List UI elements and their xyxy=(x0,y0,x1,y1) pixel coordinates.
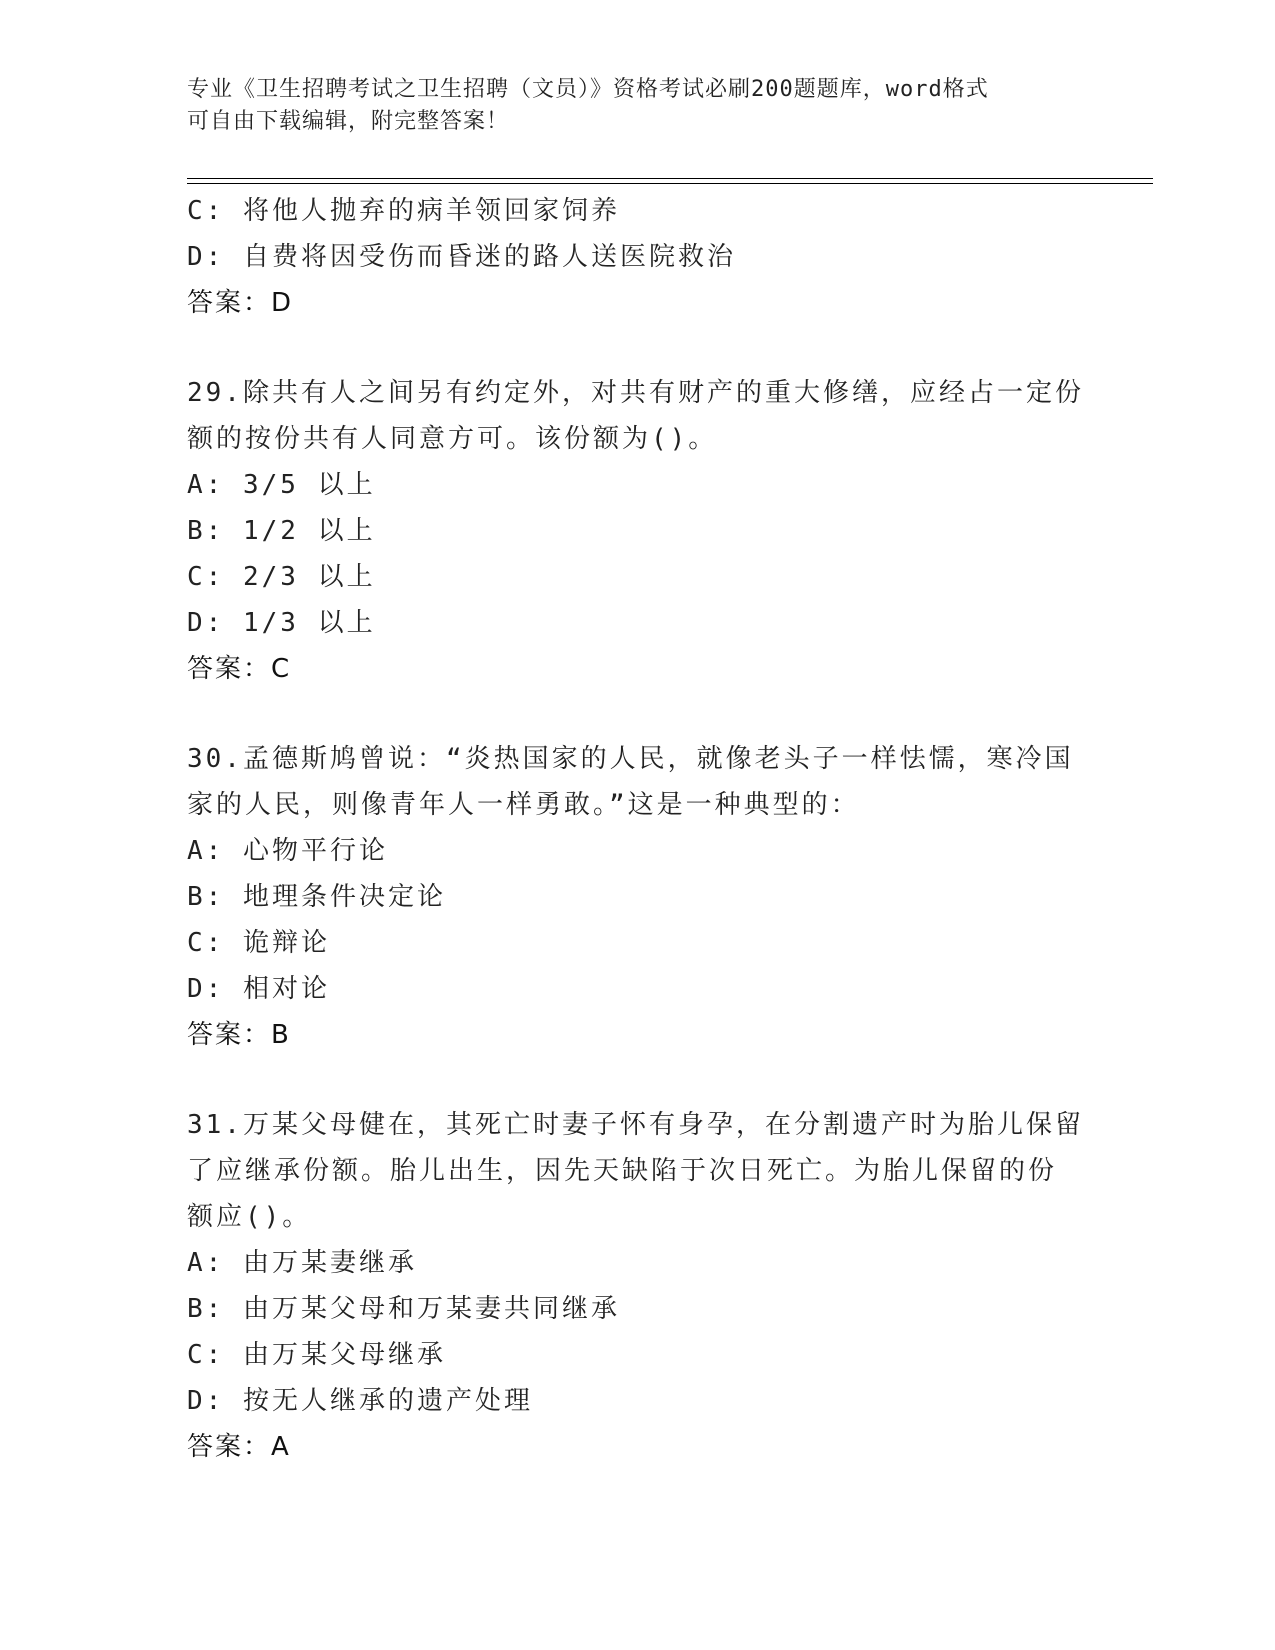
q30-option-d: D: 相对论 xyxy=(187,974,330,1004)
q31-stem-line-1: 31.万某父母健在，其死亡时妻子怀有身孕，在分割遗产时为胎儿保留 xyxy=(187,1110,1084,1140)
q29-option-d: D: 1/3 以上 xyxy=(187,608,376,638)
q30-option-b: B: 地理条件决定论 xyxy=(187,882,446,912)
q29-answer: 答案：C xyxy=(187,654,292,684)
document-header xyxy=(187,74,1077,138)
header-divider-bottom xyxy=(187,183,1153,184)
q30-stem-line-1: 30.孟德斯鸠曾说：“炎热国家的人民，就像老头子一样怯懦，寒冷国 xyxy=(187,744,1074,774)
q31-option-a: A: 由万某妻继承 xyxy=(187,1248,417,1278)
spacer xyxy=(187,326,1087,370)
q28-option-c: C: 将他人抛弃的病羊领回家饲养 xyxy=(187,196,620,226)
q29-option-a: A: 3/5 以上 xyxy=(187,470,376,500)
q30-answer: 答案：B xyxy=(187,1020,291,1050)
question-31-block xyxy=(187,1102,1087,1470)
q29-stem-line-2: 额的按份共有人同意方可。该份额为()。 xyxy=(187,424,718,454)
question-30-block xyxy=(187,736,1087,1058)
question-content xyxy=(187,188,1087,1470)
q31-stem-line-3: 额应()。 xyxy=(187,1202,312,1232)
q29-option-b: B: 1/2 以上 xyxy=(187,516,376,546)
q31-answer: 答案：A xyxy=(187,1432,291,1462)
spacer xyxy=(187,692,1087,736)
q30-option-a: A: 心物平行论 xyxy=(187,836,388,866)
q31-option-b: B: 由万某父母和万某妻共同继承 xyxy=(187,1294,620,1324)
q30-option-c: C: 诡辩论 xyxy=(187,928,330,958)
q31-option-c: C: 由万某父母继承 xyxy=(187,1340,446,1370)
q29-stem-line-1: 29.除共有人之间另有约定外，对共有财产的重大修缮，应经占一定份 xyxy=(187,378,1084,408)
header-title-line-1: 专业《卫生招聘考试之卫生招聘（文员）》资格考试必刷200题题库，word格式 xyxy=(187,77,989,102)
header-divider-top xyxy=(187,178,1153,179)
q29-option-c: C: 2/3 以上 xyxy=(187,562,376,592)
question-29-block xyxy=(187,370,1087,692)
q28-option-d: D: 自费将因受伤而昏迷的路人送医院救治 xyxy=(187,242,736,272)
q30-stem-line-2: 家的人民，则像青年人一样勇敢。”这是一种典型的： xyxy=(187,790,860,820)
header-title-line-2: 可自由下载编辑，附完整答案！ xyxy=(187,109,510,134)
q31-stem-line-2: 了应继承份额。胎儿出生，因先天缺陷于次日死亡。为胎儿保留的份 xyxy=(187,1156,1058,1186)
q31-option-d: D: 按无人继承的遗产处理 xyxy=(187,1386,533,1416)
spacer xyxy=(187,1058,1087,1102)
q28-answer: 答案：D xyxy=(187,288,294,318)
question-28-block xyxy=(187,188,1087,326)
